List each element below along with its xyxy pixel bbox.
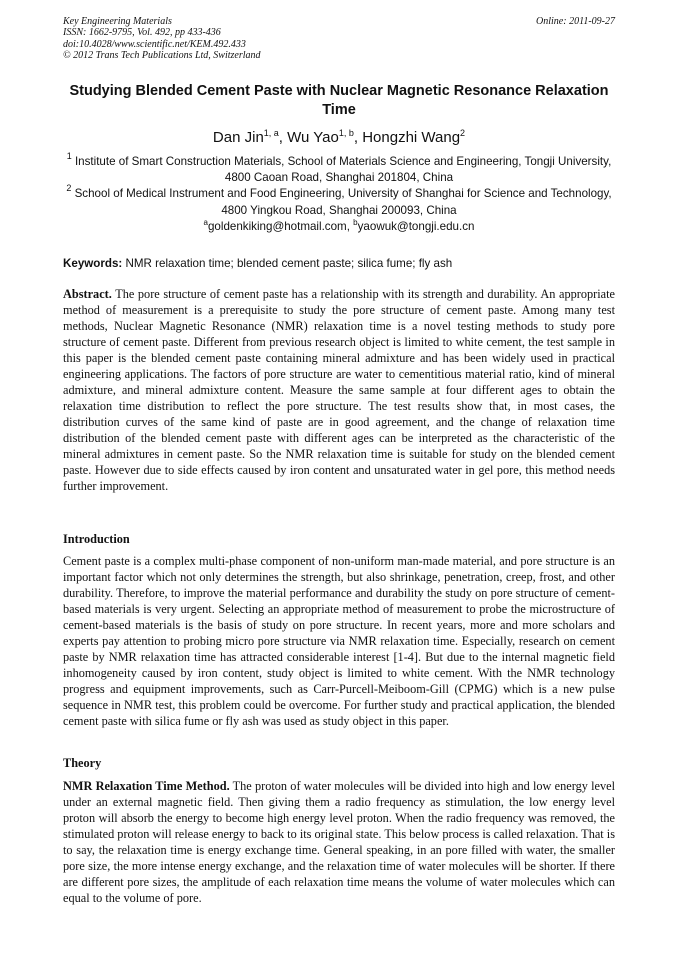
issn-line: ISSN: 1662-9795, Vol. 492, pp 433-436 [63,27,221,39]
copyright-line: © 2012 Trans Tech Publications Ltd, Switzerland [63,49,261,61]
affiliation-text: School of Medical Instrument and Food Engineering, University of Shanghai for Science and Technology, 4800 Yingkou Road, Shanghai 200093, China [74,187,612,217]
email-superscript: b [353,218,358,227]
introduction-text: Cement paste is a complex multi-phase component of non-uniform man-made material, and pore structure is an important factor which not only determines the strength, but also shrinkage, penetration, creep, frost, and other durability. Therefore, to improve the material performance and durability the study on pore structure of cement-based materials is very urgent. Selecting an appropriate method of measurement to probe the microstructure of cement-based materials is the basis of study on pore structure. In recent years, more and more scholars and experts pay attention to probing micro pore structure via NMR relaxation time. Especially, research on cement paste by NMR relaxation time has attracted considerable interest [1-4]. But due to the internal magnetic field inhomogeneity caused by iron content, study object is limited to white cement. With the NMR technology progress and equipment improvements, such as Carr-Purcell-Meiboom-Gill (CPMG) which is a new pulse sequence in NMR test, this problem could be overcome. For further study and practical application, the blended cement paste with silica fume or fly ash was used as study object in this paper. [63,554,615,728]
author-superscript: 2 [460,128,466,138]
paper-title: Studying Blended Cement Paste with Nuclear Magnetic Resonance Relaxation Time [69,83,609,118]
theory-paragraph: The proton of water molecules will be divided into high and low energy level under an external magnetic field. Then giving them a radio frequency as stimulation, the low energy level proton will absorb the energy to become high energy level proton. When the radio frequency was removed, the stimulated proton will release energy to back to its original state. This below process is called relaxation. That is to say, the relaxation time is energy exchange time. General speaking, in an pore filled with water, the smaller pore size, the more intense energy exchange, and the relaxation time of water molecules will be shorter. If there are different pore sizes, the amplitude of each relaxation time means the volume of water molecules which can equal to the volume of pore. [63,779,615,905]
author-superscript: 1, a [263,128,279,138]
author-name: Dan Jin [212,129,264,146]
running-header [63,16,615,61]
affiliation-2 [63,183,615,218]
keywords [63,256,615,271]
author-name: Hongzhi Wang [362,129,461,146]
email-link[interactable]: yaowuk@tongji.edu.cn [357,220,475,233]
abstract [63,286,615,494]
affiliation-superscript: 2 [66,183,72,194]
affiliations [63,151,615,219]
introduction-heading: Introduction [63,532,130,546]
keywords-label: Keywords: [63,257,123,270]
theory-subheading: NMR Relaxation Time Method. [63,779,230,793]
doi-link[interactable]: doi:10.4028/www.scientific.net/KEM.492.433 [63,38,246,50]
journal-name: Key Engineering Materials [63,16,172,27]
online-date: Online: 2011-09-27 [536,16,615,27]
author-emails [63,220,615,234]
affiliation-1 [63,151,615,186]
affiliation-text: Institute of Smart Construction Materials, School of Materials Science and Engineering, Tongji University, 4800 Caoan Road, Shanghai 201804, China [74,155,612,185]
abstract-label: Abstract. [63,287,112,301]
theory-text [63,778,615,906]
abstract-text: The pore structure of cement paste has a relationship with its strength and durability. An appropriate method of measurement is a prerequisite to study the pore structure of cement paste. Among many test methods, Nuclear Magnetic Resonance (NMR) relaxation time is a novel testing methods to study pore structure of cement paste. Different from previous research object is limited to white cement, the test sample in this paper is the blended cement paste containing mineral admixture and has been widely used in practical engineering applications. The factors of pore structure are water to cementitious material ratio, kind of mineral admixture, and mineral admixture content. Measure the same sample at four different ages to obtain the relaxation time distribution to reflect the pore structure. The test results show that, in most cases, the distribution curves of the same kind of paste are in good agreement, and the change of relaxation time distribution of the blended cement paste with different ages can be interpreted as the characteristic of the mineral admixtures in cement paste. So the NMR relaxation time is suitable for study on the blended cement paste. However due to side effects caused by iron content and unsaturated water in gel pore, this method needs further improvement. [63,287,615,493]
keywords-text: NMR relaxation time; blended cement paste; silica fume; fly ash [125,257,453,270]
author-separator: , [278,129,288,146]
theory-heading: Theory [63,756,102,770]
email-link[interactable]: goldenkiking@hotmail.com [207,220,347,233]
author-separator: , [353,129,363,146]
author-list [63,128,615,148]
email-separator: , [346,220,354,233]
author-name: Wu Yao [287,129,339,146]
author-superscript: 1, b [338,128,354,138]
email-superscript: a [203,218,208,227]
affiliation-superscript: 1 [66,151,72,161]
